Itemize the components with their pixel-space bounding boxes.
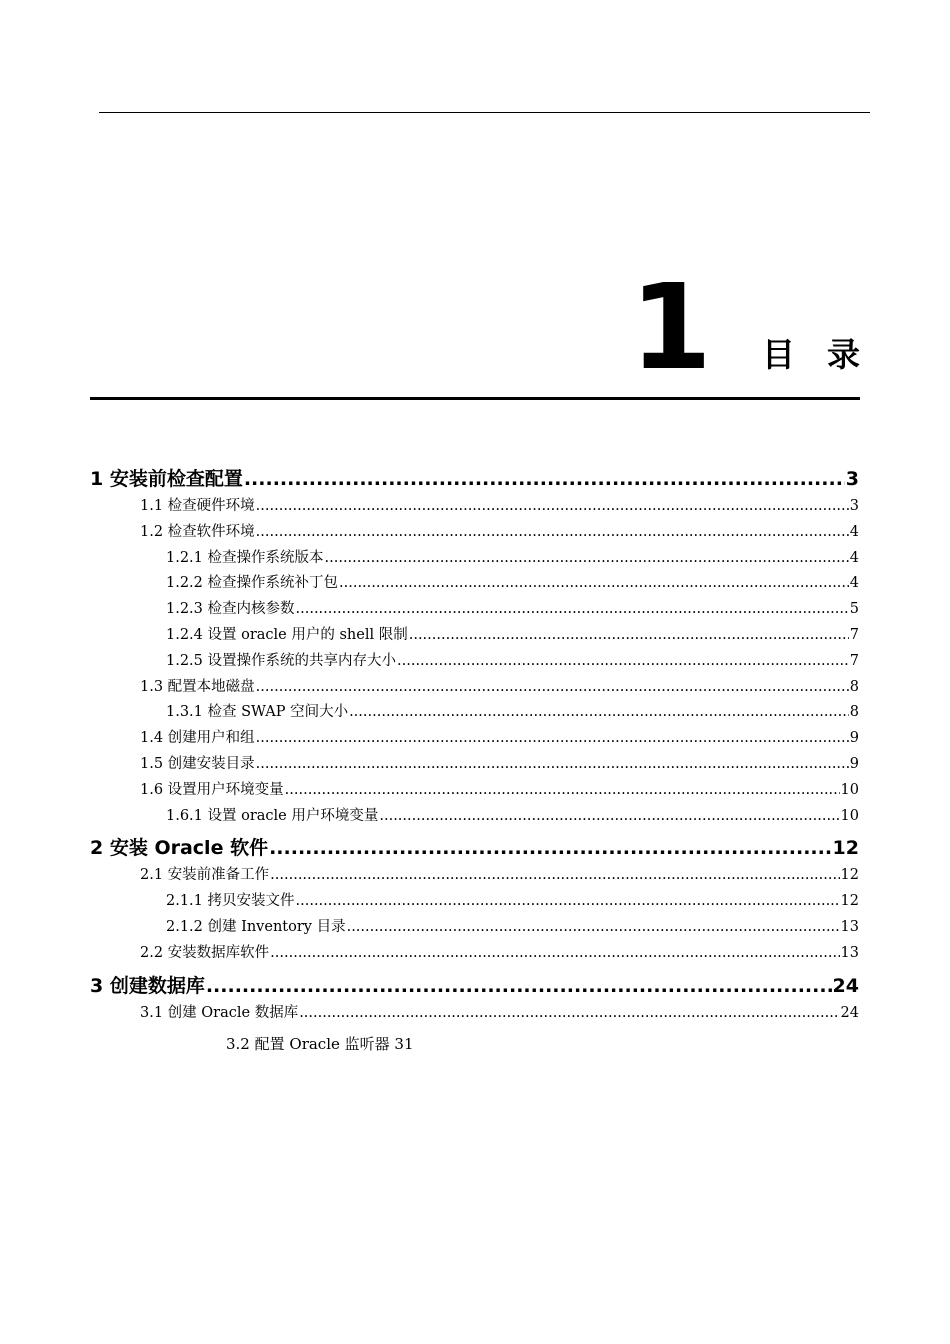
toc-entry-label: 2.1 安装前准备工作 xyxy=(140,867,270,884)
toc-entry-label: 3 创建数据库 xyxy=(90,974,205,997)
toc-entry-page: 10 xyxy=(840,807,859,824)
toc-leader xyxy=(397,649,849,675)
toc-leader xyxy=(256,752,849,778)
toc-leader xyxy=(339,571,849,597)
toc-leader xyxy=(269,833,831,863)
toc-leader xyxy=(379,804,839,830)
toc-entry-page: 12 xyxy=(832,837,859,860)
toc-entry-page: 12 xyxy=(840,893,859,910)
toc-entry[interactable] xyxy=(90,726,859,752)
toc-entry-label: 1 安装前检查配置 xyxy=(90,468,243,490)
toc-entry-label: 1.2.4 设置 oracle 用户的 shell 限制 xyxy=(166,626,408,643)
toc-leader xyxy=(285,778,840,804)
chapter-title: 目录 xyxy=(762,335,892,374)
toc-entry-label: 1.3.1 检查 SWAP 空间大小 xyxy=(166,704,349,721)
toc-entry-label: 1.6 设置用户环境变量 xyxy=(140,781,284,798)
toc-entry-label: 1.3 配置本地磁盘 xyxy=(140,678,255,695)
toc-entry[interactable] xyxy=(90,863,859,889)
toc-entry-page: 7 xyxy=(849,626,859,643)
toc-entry-page: 24 xyxy=(832,974,859,997)
toc-entry[interactable] xyxy=(90,597,859,623)
toc-leader xyxy=(409,623,849,649)
toc-entry-page: 4 xyxy=(849,549,859,566)
toc-entry[interactable] xyxy=(90,778,859,804)
toc-leader xyxy=(256,675,849,701)
toc-leader xyxy=(256,726,849,752)
toc-entry-page: 8 xyxy=(849,704,859,721)
toc-entry[interactable] xyxy=(90,915,859,941)
toc-trailing-line: 3.2 配置 Oracle 监听器 31 xyxy=(226,1035,414,1054)
toc-entry-page: 12 xyxy=(840,867,859,884)
toc-entry-label: 1.2.5 设置操作系统的共享内存大小 xyxy=(166,652,397,669)
toc-entry-label: 2.1.2 创建 Inventory 目录 xyxy=(166,918,346,935)
toc-entry[interactable] xyxy=(90,571,859,597)
toc-entry-label: 1.2.3 检查内核参数 xyxy=(166,601,295,618)
toc-entry-label: 1.2 检查软件环境 xyxy=(140,523,255,540)
toc-entry[interactable] xyxy=(90,1001,859,1027)
toc-entry-label: 2 安装 Oracle 软件 xyxy=(90,837,269,860)
toc-entry-label: 2.1.1 拷贝安装文件 xyxy=(166,893,295,910)
toc-leader xyxy=(206,971,832,1001)
toc-entry-page: 4 xyxy=(849,575,859,592)
toc-entry-page: 3 xyxy=(845,468,859,490)
toc-leader xyxy=(347,915,840,941)
toc-entry[interactable] xyxy=(90,649,859,675)
table-of-contents xyxy=(90,464,859,1056)
toc-entry-label: 1.6.1 设置 oracle 用户环境变量 xyxy=(166,807,379,824)
toc-leader xyxy=(325,546,849,572)
toc-entry[interactable] xyxy=(90,623,859,649)
toc-entry-page: 7 xyxy=(849,652,859,669)
toc-entry-page: 13 xyxy=(840,944,859,961)
toc-leader xyxy=(256,520,849,546)
toc-entry-page: 24 xyxy=(840,1004,859,1021)
toc-leader xyxy=(349,700,849,726)
toc-entry[interactable] xyxy=(90,546,859,572)
toc-entry-page: 4 xyxy=(849,523,859,540)
toc-entry-label: 3.1 创建 Oracle 数据库 xyxy=(140,1004,299,1021)
toc-entry-label: 1.5 创建安装目录 xyxy=(140,755,255,772)
toc-entry-label: 1.2.2 检查操作系统补丁包 xyxy=(166,575,339,592)
toc-entry[interactable] xyxy=(90,752,859,778)
title-rule xyxy=(90,397,860,400)
toc-leader xyxy=(270,941,839,967)
toc-entry-page: 9 xyxy=(849,730,859,747)
toc-entry[interactable] xyxy=(90,464,859,494)
toc-entry[interactable] xyxy=(90,804,859,830)
header-rule xyxy=(99,112,870,113)
toc-entry-page: 13 xyxy=(840,918,859,935)
toc-entry-page: 8 xyxy=(849,678,859,695)
toc-leader xyxy=(299,1001,839,1027)
chapter-number: 1 xyxy=(629,258,712,396)
toc-entry[interactable] xyxy=(90,520,859,546)
toc-entry[interactable] xyxy=(90,833,859,863)
toc-entry-label: 1.4 创建用户和组 xyxy=(140,730,255,747)
toc-leader xyxy=(296,889,840,915)
toc-leader xyxy=(244,464,845,494)
toc-entry-page: 10 xyxy=(840,781,859,798)
toc-entry-label: 2.2 安装数据库软件 xyxy=(140,944,270,961)
toc-entry-label: 1.2.1 检查操作系统版本 xyxy=(166,549,324,566)
toc-entry[interactable] xyxy=(90,675,859,701)
toc-entry[interactable] xyxy=(90,700,859,726)
toc-leader xyxy=(256,494,849,520)
toc-entry[interactable] xyxy=(90,889,859,915)
toc-entry-page: 9 xyxy=(849,755,859,772)
toc-entry-label: 1.1 检查硬件环境 xyxy=(140,498,255,514)
toc-leader xyxy=(270,863,839,889)
toc-leader xyxy=(296,597,849,623)
toc-entry-page: 3 xyxy=(849,498,859,514)
toc-entry[interactable] xyxy=(90,971,859,1001)
toc-entry[interactable] xyxy=(90,494,859,520)
toc-entry[interactable] xyxy=(90,941,859,967)
toc-entry-page: 5 xyxy=(849,601,859,618)
